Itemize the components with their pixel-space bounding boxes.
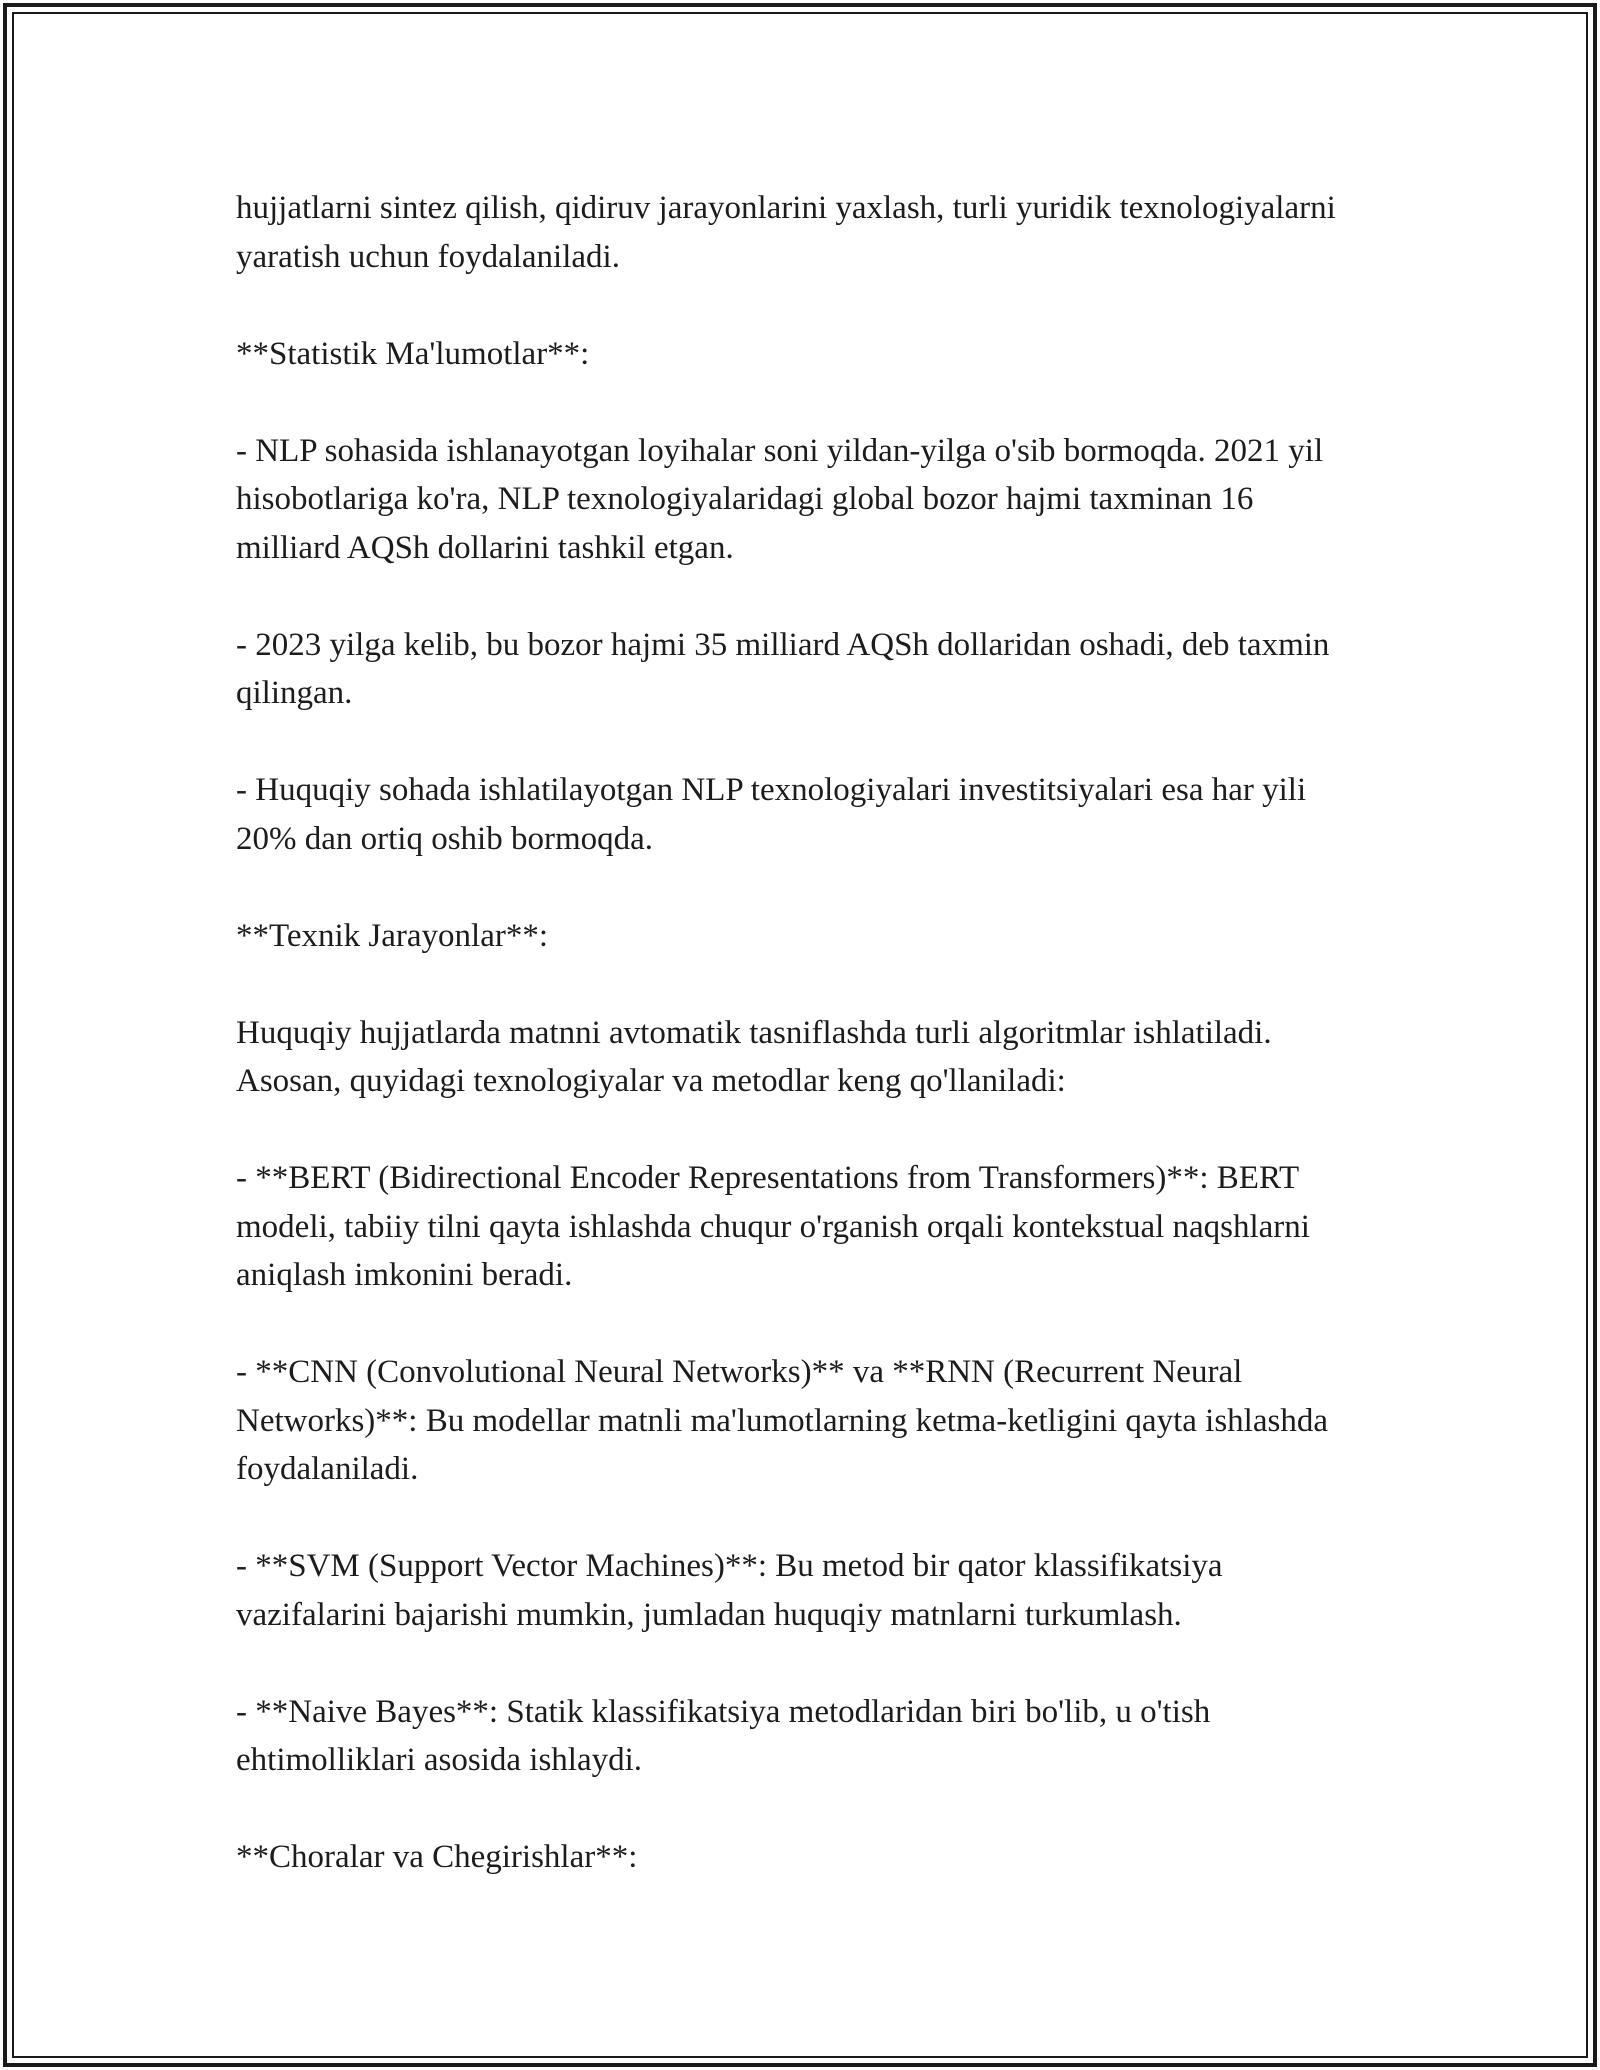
paragraph-intro-continuation: hujjatlarni sintez qilish, qidiruv jarayonlarini yaxlash, turli yuridik texnologiyalarni yaratish uchun foydalaniladi. xyxy=(236,190,1336,275)
list-item-nlp-projects: - NLP sohasida ishlanayotgan loyihalar soni yildan-yilga o'sib bormoqda. 2021 yil hisobotlariga ko'ra, NLP texnologiyalaridagi global bozor hajmi taxminan 16 milliard AQSh dollarini tashkil etgan. xyxy=(236,432,1324,566)
heading-texnik-jarayonlar: **Texnik Jarayonlar**: xyxy=(236,917,549,954)
list-item-legal-investments: - Huquqiy sohada ishlatilayotgan NLP texnologiyalari investitsiyalari esa har yili 20% dan ortiq oshib bormoqda. xyxy=(236,772,1307,857)
document-body xyxy=(236,184,1366,1882)
list-item-cnn-rnn: - **CNN (Convolutional Neural Networks)** va **RNN (Recurrent Neural Networks)**: Bu modellar matnli ma'lumotlarning ketma-ketligini qayta ishlashda foydalaniladi. xyxy=(236,1354,1328,1487)
heading-statistik-malumotlar: **Statistik Ma'lumotlar**: xyxy=(236,335,590,372)
heading-choralar-va-chegirishlar: **Choralar va Chegirishlar**: xyxy=(236,1839,638,1875)
list-item-market-2023: - 2023 yilga kelib, bu bozor hajmi 35 milliard AQSh dollaridan oshadi, deb taxmin qilingan. xyxy=(236,626,1330,711)
list-item-naive-bayes: - **Naive Bayes**: Statik klassifikatsiya metodlaridan biri bo'lib, u o'tish ehtimolliklari asosida ishlaydi. xyxy=(236,1693,1211,1778)
paragraph-algorithms-intro: Huquqiy hujjatlarda matnni avtomatik tasniflashda turli algoritmlar ishlatiladi. Asosan, quyidagi texnologiyalar va metodlar keng qo'llaniladi: xyxy=(236,1014,1272,1099)
list-item-bert: - **BERT (Bidirectional Encoder Representations from Transformers)**: BERT modeli, tabiiy tilni qayta ishlashda chuqur o'rganish orqali kontekstual naqshlarni aniqlash imkonini beradi. xyxy=(236,1160,1310,1293)
list-item-svm: - **SVM (Support Vector Machines)**: Bu metod bir qator klassifikatsiya vazifalarini bajarishi mumkin, jumladan huquqiy matnlarni turkumlash. xyxy=(236,1548,1223,1633)
